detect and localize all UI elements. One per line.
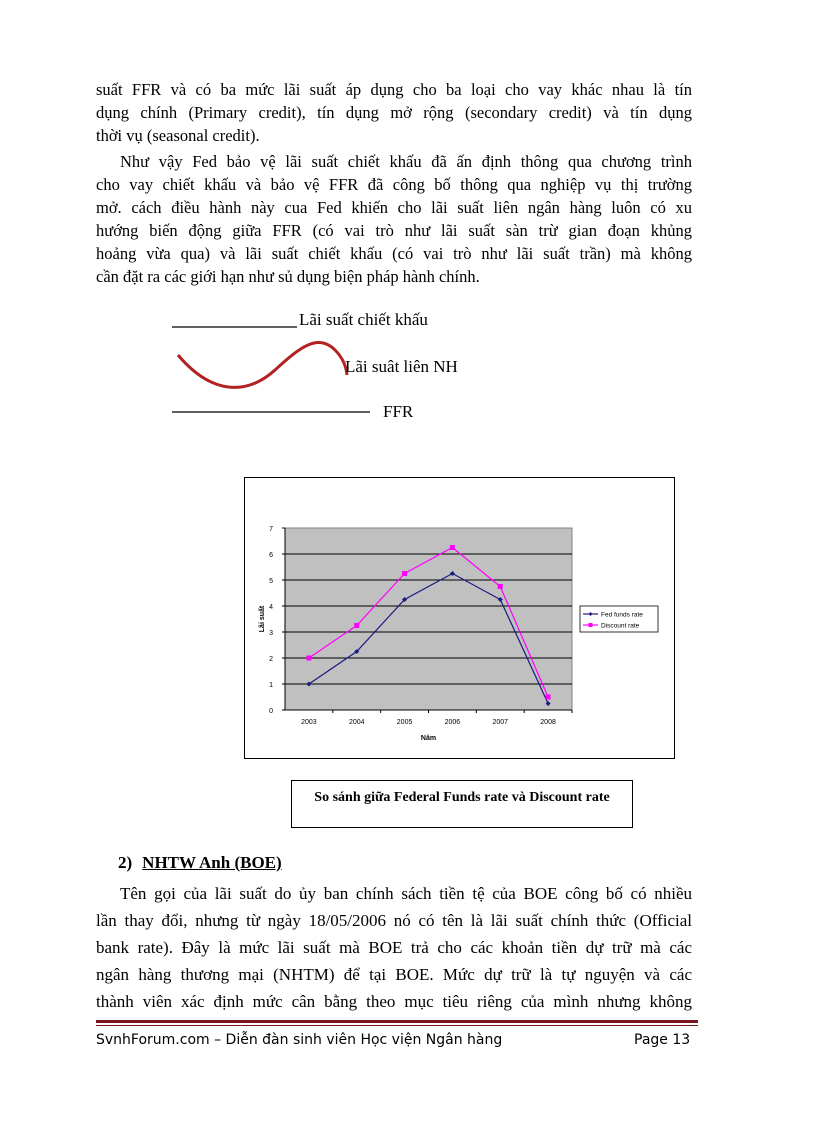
plot-area (285, 528, 572, 710)
page-number: Page 13 (634, 1032, 691, 1048)
x-tick-label: 2006 (444, 719, 461, 726)
data-point (450, 545, 455, 550)
y-axis-label: Lãi suất (259, 605, 266, 633)
y-tick-label: 5 (269, 578, 273, 585)
y-tick-label: 0 (269, 708, 273, 715)
legend-marker (589, 623, 593, 627)
y-tick-label: 7 (269, 526, 273, 533)
data-point (402, 571, 407, 576)
footer-site-name: SvnhForum.com – Diễn đàn sinh viên Học viện Ngân hàng (96, 1032, 503, 1048)
paragraph-2 (96, 150, 692, 288)
section-number: 2) (118, 853, 133, 872)
data-point (354, 623, 359, 628)
x-axis-label: Năm (420, 735, 437, 742)
footer-rule-thin (96, 1025, 698, 1026)
text-line: Tên gọi của lãi suất do ủy ban chính sách tiền tệ của BOE công bố có nhiều (120, 884, 692, 903)
label-discount-rate: Lãi suất chiết khấu (299, 310, 428, 329)
text-line: Như vậy Fed bảo vệ lãi suất chiết khấu đã ấn định thông qua chương trình (120, 152, 692, 171)
x-tick-label: 2004 (348, 719, 365, 726)
text-line: lần thay đổi, nhưng từ ngày 18/05/2006 nó có tên là lãi suất chính thức (Official (96, 911, 692, 930)
section-title: NHTW Anh (BOE) (142, 853, 282, 872)
label-interbank-rate: Lãi suât liên NH (345, 357, 458, 376)
y-tick-label: 2 (269, 656, 273, 663)
paragraph-1 (96, 78, 692, 147)
y-tick-label: 1 (269, 682, 273, 689)
y-tick-label: 4 (269, 604, 273, 611)
data-point (498, 584, 503, 589)
rate-corridor-diagram (170, 305, 490, 425)
y-tick-label: 3 (269, 630, 273, 637)
text-line: hướng biến động giữa FFR (có vai trò như lãi suất sàn trừ gian đoạn khủng (96, 221, 692, 240)
text-line: dụng chính (Primary credit), tín dụng mở rộng (secondary credit) và tín dụng (96, 103, 692, 122)
text-line: hoảng vừa qua) và lãi suất chiết khấu (có vai trò như lãi suất trần) mà không (96, 244, 692, 263)
x-tick-label: 2005 (396, 719, 413, 726)
footer-rule (96, 1020, 698, 1023)
x-tick-label: 2008 (540, 719, 556, 726)
paragraph-3 (96, 880, 692, 1015)
data-point (546, 695, 551, 700)
text-line: thời vụ (seasonal credit). (96, 126, 260, 145)
legend-label: Fed funds rate (601, 611, 643, 619)
chart-caption-box (291, 780, 633, 828)
section-heading (118, 853, 282, 873)
data-point (306, 656, 311, 661)
chart-svg (245, 478, 674, 758)
rate-comparison-chart (244, 477, 675, 759)
x-tick-label: 2007 (492, 719, 509, 726)
interbank-wave-line (178, 342, 347, 387)
legend-label: Discount rate (601, 622, 640, 630)
text-line: mở. cách điều hành này cua Fed khiến cho lãi suất liên ngân hàng luôn có xu (96, 198, 692, 217)
chart-caption: So sánh giữa Federal Funds rate và Discount rate (314, 790, 610, 805)
text-line: ngân hàng thương mại (NHTM) để tại BOE. Mức dự trữ là tự nguyện và các (96, 965, 692, 984)
text-line: bank rate). Đây là mức lãi suất mà BOE trả cho các khoản tiền dự trữ mà các (96, 938, 692, 957)
text-line: thành viên xác định mức cân bằng theo mục tiêu riêng của mình nhưng không (96, 992, 692, 1011)
text-line: cho vay chiết khấu và bảo vệ FFR đã công bố thông qua nghiệp vụ thị trường (96, 175, 692, 194)
y-tick-label: 6 (269, 552, 273, 559)
label-ffr: FFR (383, 402, 414, 421)
text-line: cần đặt ra các giới hạn như sủ dụng biện pháp hành chính. (96, 267, 480, 286)
text-line: suất FFR và có ba mức lãi suất áp dụng cho ba loại cho vay khác nhau là tín (96, 80, 692, 99)
x-tick-label: 2003 (301, 719, 317, 726)
